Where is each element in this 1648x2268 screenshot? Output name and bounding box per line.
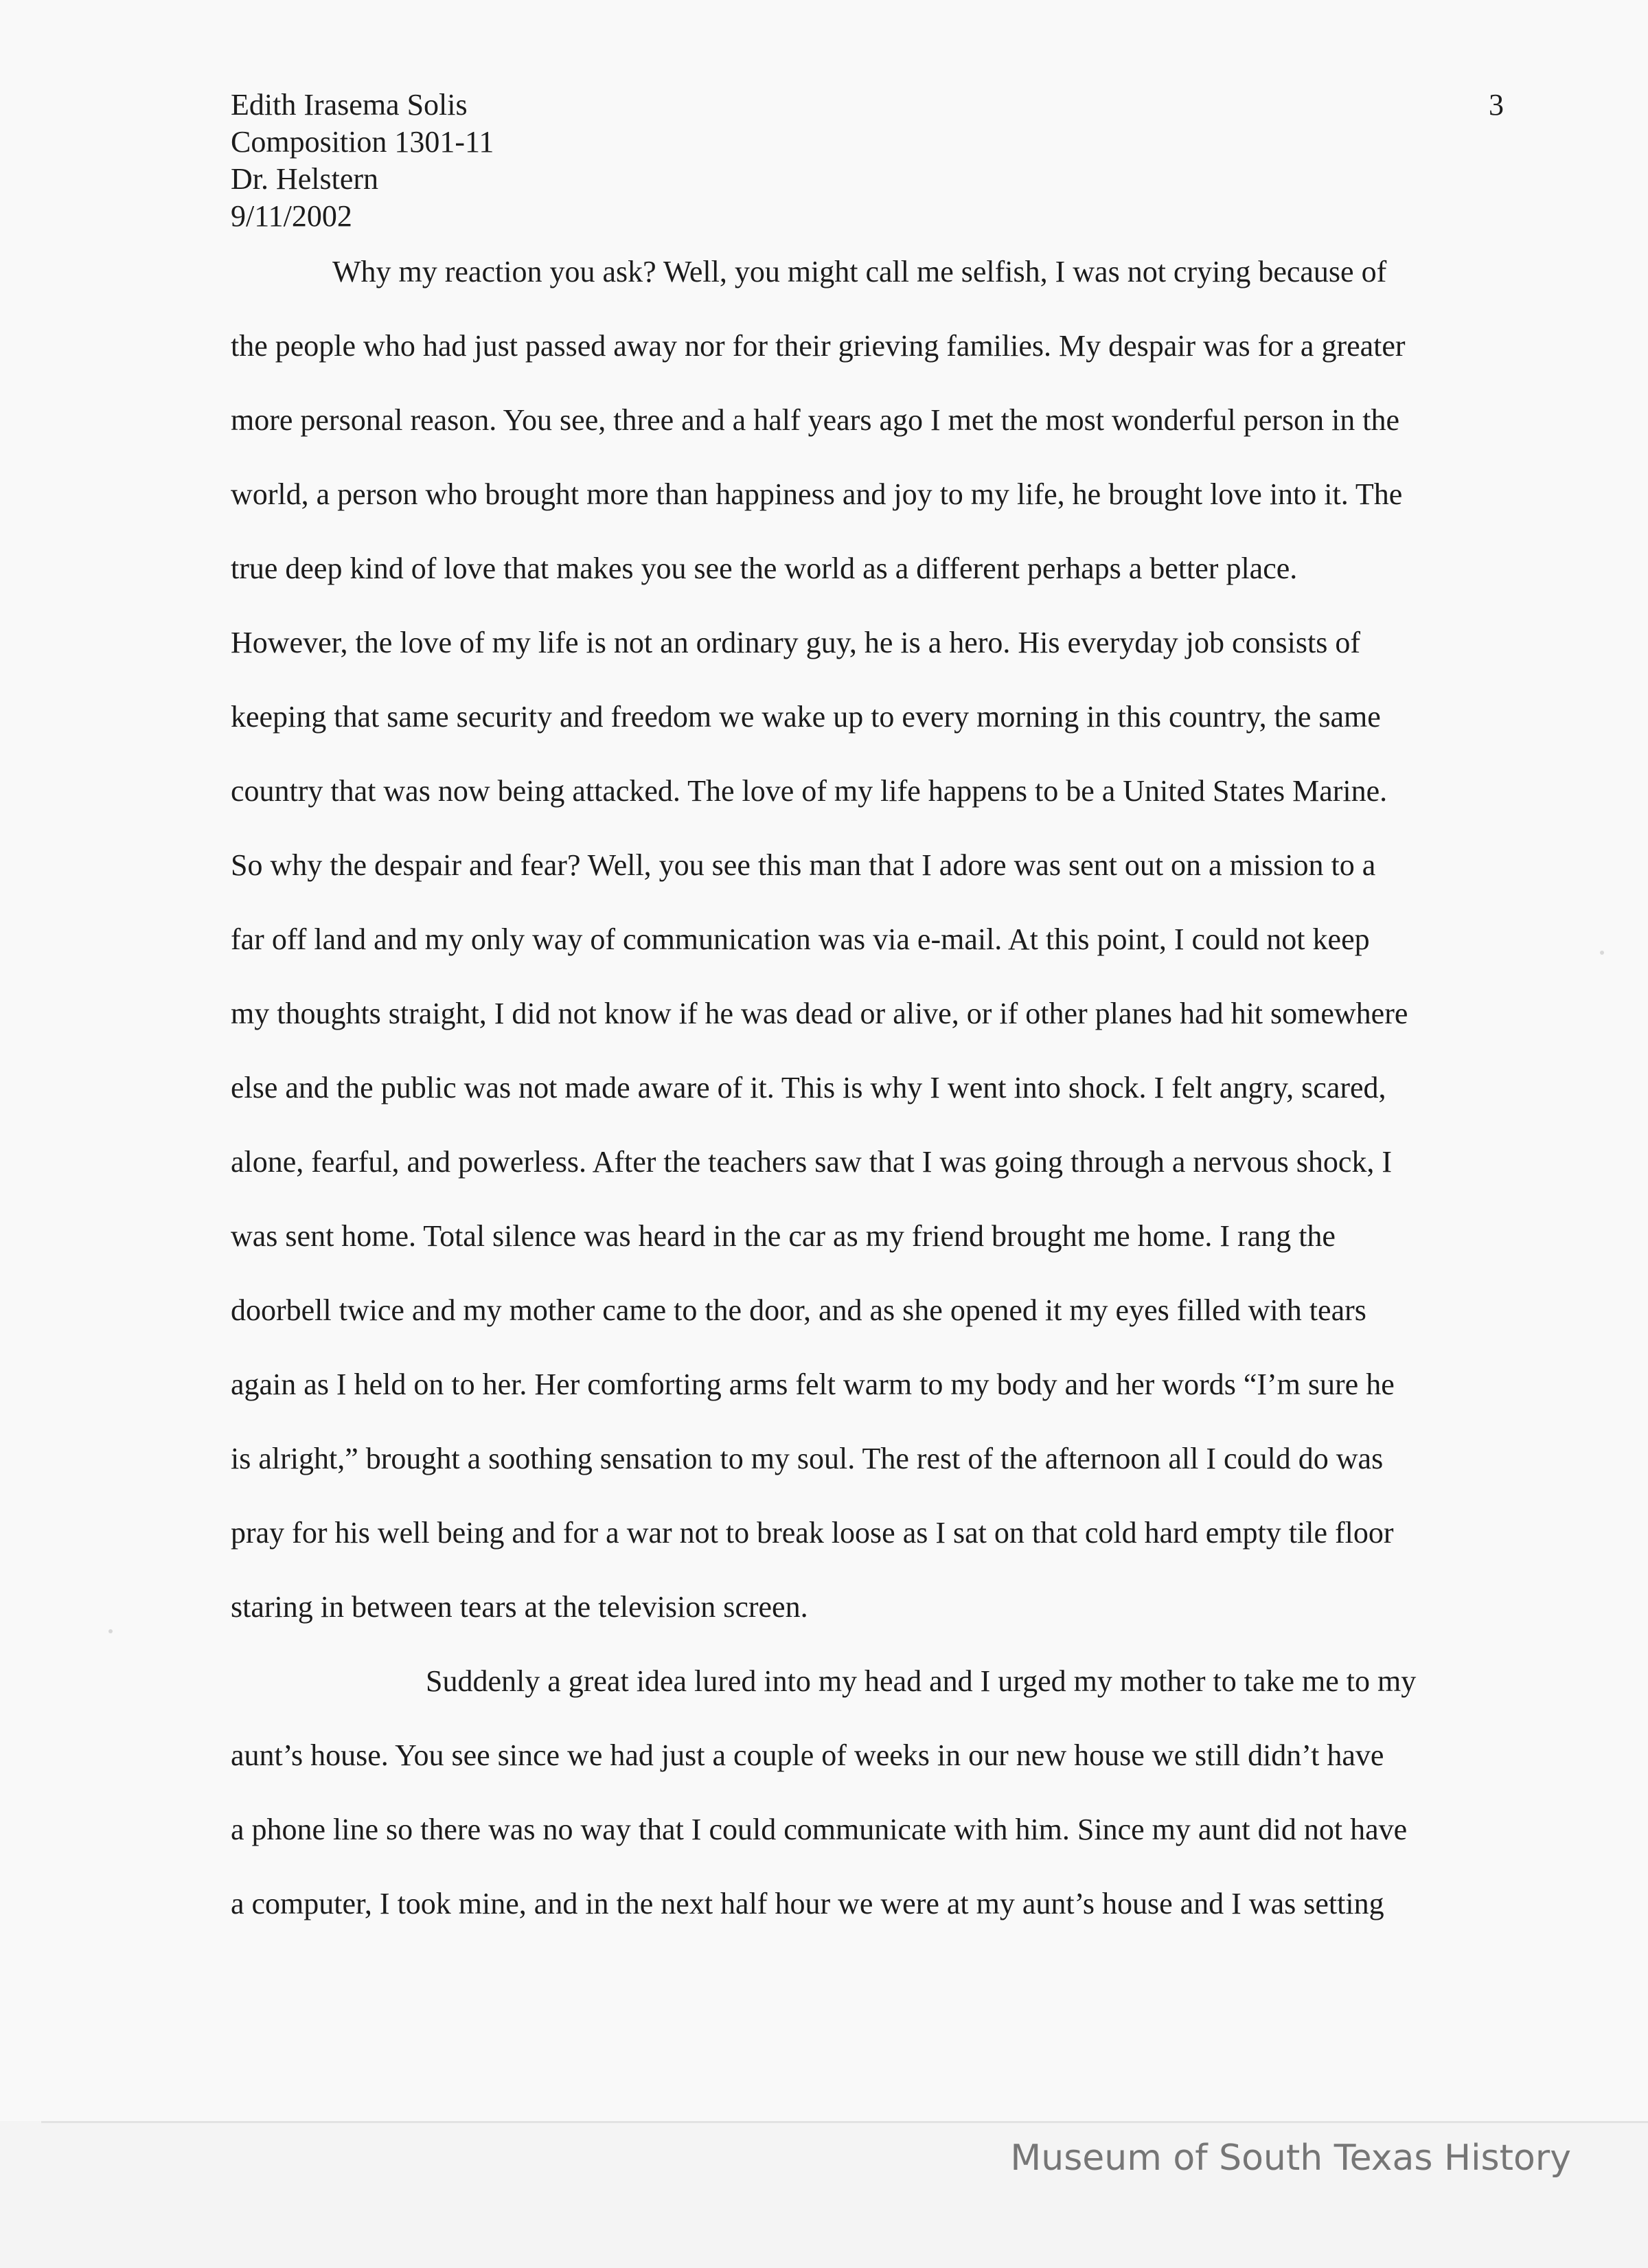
text-line: country that was now being attacked. The love of my life happens to be a United States Marine. <box>231 774 1388 808</box>
document-header <box>231 87 494 235</box>
author-name: Edith Irasema Solis <box>231 88 468 122</box>
instructor-name: Dr. Helstern <box>231 162 379 196</box>
text-line: else and the public was not made aware of it. This is why I went into shock. I felt angry, scared, <box>231 1071 1386 1104</box>
course-name: Composition 1301-11 <box>231 125 494 159</box>
essay-body <box>231 235 1501 1941</box>
text-line: is alright,” brought a soothing sensation to my soul. The rest of the afternoon all I could do was <box>231 1442 1384 1475</box>
text-line: aunt’s house. You see since we had just a couple of weeks in our new house we still didn’t have <box>231 1738 1384 1772</box>
text-line: a computer, I took mine, and in the next half hour we were at my aunt’s house and I was setting <box>231 1887 1384 1920</box>
text-line: So why the despair and fear? Well, you see this man that I adore was sent out on a mission to a <box>231 848 1376 882</box>
text-line: pray for his well being and for a war not to break loose as I sat on that cold hard empty tile floor <box>231 1516 1394 1550</box>
text-line: the people who had just passed away nor for their grieving families. My despair was for a greater <box>231 329 1406 363</box>
text-line: true deep kind of love that makes you see the world as a different perhaps a better place. <box>231 552 1298 585</box>
scan-speck <box>108 1629 113 1633</box>
page-bottom-edge <box>41 2121 1648 2123</box>
text-line: staring in between tears at the television screen. <box>231 1590 808 1624</box>
text-line: a phone line so there was no way that I could communicate with him. Since my aunt did not have <box>231 1813 1408 1846</box>
paragraph-1 <box>231 235 1501 1644</box>
text-line: world, a person who brought more than happiness and joy to my life, he brought love into it. The <box>231 477 1403 511</box>
essay-date: 9/11/2002 <box>231 199 352 233</box>
scan-speck <box>1600 951 1604 955</box>
text-line: more personal reason. You see, three and a half years ago I met the most wonderful person in the <box>231 403 1400 437</box>
text-line: my thoughts straight, I did not know if he was dead or alive, or if other planes had hit somewhere <box>231 997 1408 1030</box>
text-line: was sent home. Total silence was heard in the car as my friend brought me home. I rang the <box>231 1219 1336 1253</box>
text-line: doorbell twice and my mother came to the door, and as she opened it my eyes filled with tears <box>231 1293 1366 1327</box>
text-line: Suddenly a great idea lured into my head and I urged my mother to take me to my <box>426 1664 1417 1698</box>
page-number: 3 <box>1489 88 1504 122</box>
text-line: alone, fearful, and powerless. After the teachers saw that I was going through a nervous shock, I <box>231 1145 1393 1179</box>
text-line: again as I held on to her. Her comforting arms felt warm to my body and her words “I’m sure he <box>231 1368 1395 1401</box>
paragraph-2 <box>231 1644 1501 1941</box>
text-line: far off land and my only way of communication was via e-mail. At this point, I could not keep <box>231 922 1370 956</box>
museum-watermark: Museum of South Texas History <box>1010 2137 1571 2179</box>
text-line: Why my reaction you ask? Well, you might call me selfish, I was not crying because of <box>332 255 1387 288</box>
text-line: However, the love of my life is not an ordinary guy, he is a hero. His everyday job consists of <box>231 626 1360 659</box>
text-line: keeping that same security and freedom we wake up to every morning in this country, the same <box>231 700 1381 734</box>
